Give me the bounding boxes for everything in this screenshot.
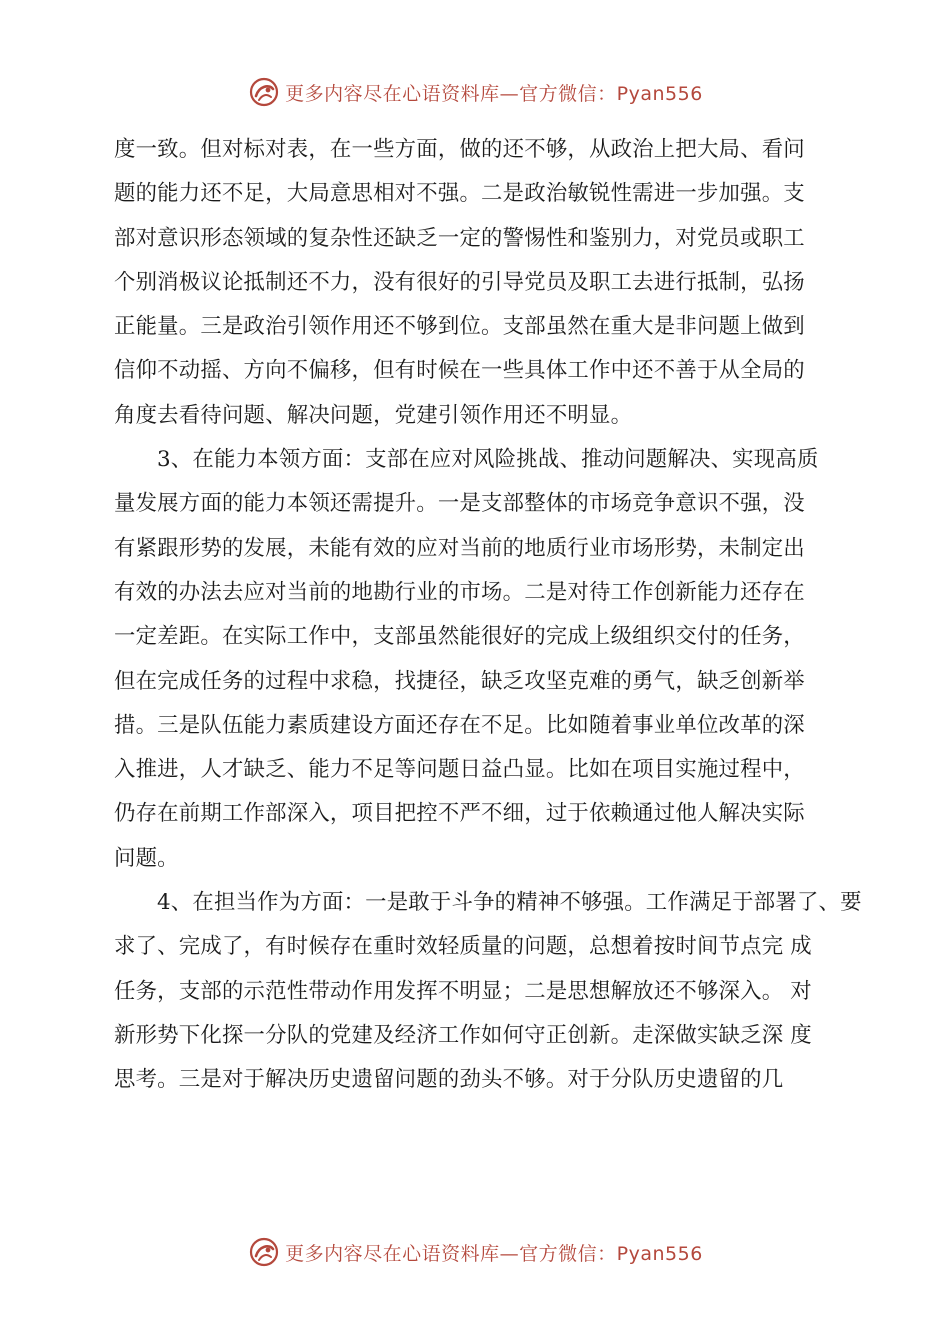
text-line: 部对意识形态领域的复杂性还缺乏一定的警惕性和鉴别力，对党员或职工 — [114, 225, 805, 251]
header-wechat-id: Pyan556 — [616, 82, 703, 105]
text-line: 信仰不动摇、方向不偏移，但有时候在一些具体工作中还不善于从全局的 — [114, 358, 805, 384]
text-line: 正能量。三是政治引领作用还不够到位。支部虽然在重大是非问题上做到 — [114, 314, 805, 340]
text-line: 个别消极议论抵制还不力，没有很好的引导党员及职工去进行抵制，弘扬 — [114, 269, 805, 295]
text-line: 入推进，人才缺乏、能力不足等问题日益凸显。比如在项目实施过程中， — [114, 757, 805, 783]
text-line: 角度去看待问题、解决问题，党建引领作用还不明显。 — [114, 402, 633, 428]
text-line: 题的能力还不足，大局意思相对不强。二是政治敏锐性需进一步加强。支 — [114, 181, 805, 207]
text-line: 仍存在前期工作部深入，项目把控不严不细，过于依赖通过他人解决实际 — [114, 801, 805, 827]
text-line: 求了、完成了，有时候存在重时效轻质量的问题，总想着按时间节点完 成 — [114, 934, 812, 960]
footer-wechat-id: Pyan556 — [616, 1242, 703, 1265]
text-line: 问题。 — [114, 845, 179, 871]
text-line: 思考。三是对于解决历史遗留问题的劲头不够。对于分队历史遗留的几 — [114, 1067, 784, 1093]
text-line: 度一致。但对标对表，在一些方面，做的还不够，从政治上把大局、看问 — [114, 137, 805, 162]
header-banner — [0, 70, 950, 114]
header-banner-text: 更多内容尽在心语资料库—官方微信：Pyan556 — [285, 82, 703, 105]
text-line: 有紧跟形势的发展，未能有效的应对当前的地质行业市场形势，未制定出 — [114, 535, 805, 561]
footer-banner — [0, 1230, 950, 1274]
footer-banner-text: 更多内容尽在心语资料库—官方微信：Pyan556 — [285, 1242, 703, 1265]
text-line: 一定差距。在实际工作中，支部虽然能很好的完成上级组织交付的任务， — [114, 624, 805, 650]
text-line: 量发展方面的能力本领还需提升。一是支部整体的市场竞争意识不强，没 — [114, 491, 805, 517]
document-body — [114, 128, 862, 1103]
paragraph-responsibility — [114, 881, 862, 1102]
text-line: 有效的办法去应对当前的地勘行业的市场。二是对待工作创新能力还存在 — [114, 579, 805, 605]
paragraph-ability — [114, 438, 844, 881]
text-line: 新形势下化探一分队的党建及经济工作如何守正创新。走深做实缺乏深 度 — [114, 1022, 812, 1048]
logo-icon — [247, 1235, 281, 1269]
logo-icon — [247, 75, 281, 109]
text-line: 措。三是队伍能力素质建设方面还存在不足。比如随着事业单位改革的深 — [114, 712, 805, 738]
text-line: 4、在担当作为方面：一是敢于斗争的精神不够强。工作满足于部署了、要 — [157, 890, 862, 916]
paragraph-political — [114, 128, 844, 438]
text-line: 3、在能力本领方面：支部在应对风险挑战、推动问题解决、实现高质 — [157, 447, 819, 473]
text-line: 任务，支部的示范性带动作用发挥不明显；二是思想解放还不够深入。 对 — [114, 978, 812, 1004]
text-line: 但在完成任务的过程中求稳，找捷径，缺乏攻坚克难的勇气，缺乏创新举 — [114, 668, 805, 694]
